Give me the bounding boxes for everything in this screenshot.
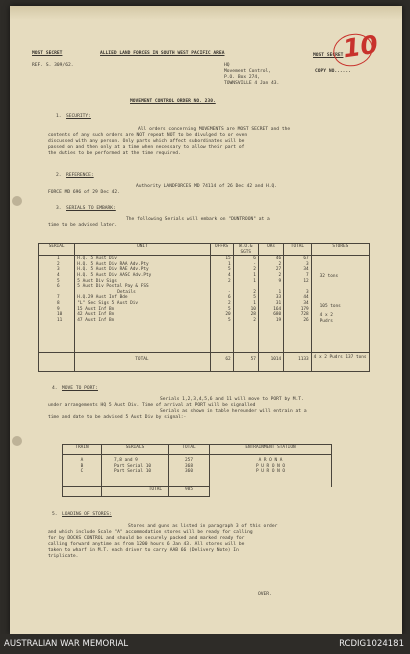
footer-source: AUSTRALIAN WAR MEMORIAL (4, 639, 129, 649)
section-heading: SECURITY: (66, 114, 91, 119)
wo-sgts-column: 6 - 2 1 1 2 5 1 10 28 2 (233, 256, 258, 353)
body-line: The following Serials will embark on "DUNTROON" at a (126, 217, 270, 222)
body-line: passed on and then only at a time when necessary to allow their part of (48, 145, 245, 150)
address-line: Movement Control, (224, 69, 272, 74)
section-number: 5. (52, 512, 58, 517)
body-line: Serials 1,2,3,4,5,6 and 11 will move to PORT by M.T. (160, 397, 304, 402)
table-row (39, 256, 370, 353)
serials-table (38, 243, 370, 372)
body-line: under arrangements HQ 5 Aust Div. Time of arrival at PORT will be signalled (48, 403, 256, 408)
section-heading: MOVE TO PORT: (62, 386, 98, 391)
table-total-row (39, 353, 370, 372)
body-line: taken to wharf in M.T. each driver to carry AAB 66 (Delivery Note) In (48, 548, 239, 553)
body-line: for by DOCKS CONTROL and should be securely packed and marked ready for (48, 536, 245, 541)
ors-column: 46 2 27 2 9 1 33 31 164 680 19 (258, 256, 283, 353)
total-label: TOTAL (75, 353, 210, 372)
section-heading: LOADING OF STORES: (62, 512, 112, 517)
body-line: discussed with any person. Only parts which affect subordinates will be (48, 139, 245, 144)
total-stores: 4 x 2 Pudrs 137 tons (311, 353, 369, 372)
copy-number: COPY NO...... (315, 69, 351, 74)
body-line: triplicate. (48, 554, 79, 559)
body-line: time to be advised later. (48, 223, 118, 228)
col-header: TOTAL (284, 244, 311, 256)
serial-column: 1 2 3 4 5 6 7 8 9 10 11 (39, 256, 75, 353)
total-column: 67 3 34 7 12 3 44 34 179 728 26 (284, 256, 311, 353)
classification-left: MOST SECRET (32, 51, 63, 56)
punch-hole (12, 196, 22, 206)
col-header: TOTAL (169, 445, 210, 455)
section-number: 2. (56, 173, 62, 178)
total-offrs: 62 (210, 353, 233, 372)
body-line: time and date to be advised 5 Aust Div by signal:- (48, 415, 187, 420)
body-line: All orders concerning MOVEMENTS are MOST SECRET and the (138, 127, 291, 132)
handwritten-number: 10 (341, 29, 380, 64)
col-header: SERIALS (102, 445, 169, 455)
stores-column: 32 tons 105 tons 4 x 2 Pudrs (311, 256, 369, 353)
body-line: and which include Scale "A" accommodation stores will be ready for calling (48, 530, 253, 535)
col-header: OFFRS (210, 244, 233, 256)
section-heading: SERIALS TO EMBARK: (66, 206, 116, 211)
total-ors: 1014 (258, 353, 283, 372)
org-title: ALLIED LAND FORCES IN SOUTH WEST PACIFIC AREA (100, 51, 225, 56)
body-line: the duties to be performed at the time required. (48, 151, 181, 156)
offrs-column: 15 1 5 4 2 - 6 2 5 20 5 (210, 256, 233, 353)
reference-number: REF. S. 309/62. (32, 63, 74, 68)
over-marker: OVER. (258, 592, 272, 597)
body-line: Serials as shown in table hereunder will entrain at a (160, 409, 307, 414)
classification-right: MOST SECRET (313, 53, 344, 58)
table-row (63, 455, 332, 487)
total-wo-sgts: 57 (233, 353, 258, 372)
total-label: TOTAL (102, 487, 169, 497)
body-line: Authority LANDFORCES MD 74114 of 26 Dec 42 and H.Q. (136, 184, 278, 189)
serials-column: 7,8 and 9 Part Serial 10 Part Serial 10 (102, 455, 169, 487)
col-header: SERIAL (39, 244, 75, 256)
body-line: Stores and guns as listed in paragraph 3 of this order (128, 524, 278, 529)
body-line: FORCE MD 696 of 29 Dec 42. (48, 190, 120, 195)
table-header-row (63, 445, 332, 455)
station-column: A R O N A P U R O N O P U R O N O (210, 455, 332, 487)
table-total-row (63, 487, 332, 497)
address-line: P.O. Box 274, (224, 75, 260, 80)
total-value: 985 (169, 487, 210, 497)
document-page (10, 6, 402, 634)
body-line: contents of any such orders are NOT repeat NOT to be divulged to or even (48, 133, 248, 138)
address-line: HQ (224, 63, 230, 68)
train-column: A B C (63, 455, 102, 487)
col-header: STORES (311, 244, 369, 256)
body-line: calling forward anytime as from 1200 hours 6 Jan 43. All stores will be (48, 542, 245, 547)
col-header: ENTRAINMENT STATION (210, 445, 332, 455)
section-number: 4. (52, 386, 58, 391)
col-header: ORs (258, 244, 283, 256)
section-number: 3. (56, 206, 62, 211)
footer-id: RCDIG1024181 (339, 639, 404, 649)
section-number: 1. (56, 114, 62, 119)
trains-table (62, 444, 332, 497)
col-header: W.O.& SGTS (233, 244, 258, 256)
punch-hole (12, 436, 22, 446)
total-column: 257 368 360 (169, 455, 210, 487)
total-total: 1133 (284, 353, 311, 372)
unit-column: H.Q. 5 Aust Div H.Q. 5 Aust Div RAA Adv.Pty H.Q. 5 Aust Div RAE Adv.Pty H.Q. 5 Aust Div AASC Adv.Pty 5 Aust Div Sigs 5 Aust Div Postal Pay & FSS Details H.Q.29 Aust Inf Bde "L" Sec Sigs 5 Aust Div 15 Aust Inf Bn 42 Aust Inf Bn 47 Aust Inf Bn (75, 256, 210, 353)
order-title: MOVEMENT CONTROL ORDER NO. 230. (130, 99, 216, 104)
col-header: UNIT (75, 244, 210, 256)
address-line: TOWNSVILLE 4 Jan 43. (224, 81, 280, 86)
section-heading: REFERENCE: (66, 173, 94, 178)
archive-footer (0, 634, 410, 654)
table-header-row (39, 244, 370, 256)
col-header: TRAIN (63, 445, 102, 455)
